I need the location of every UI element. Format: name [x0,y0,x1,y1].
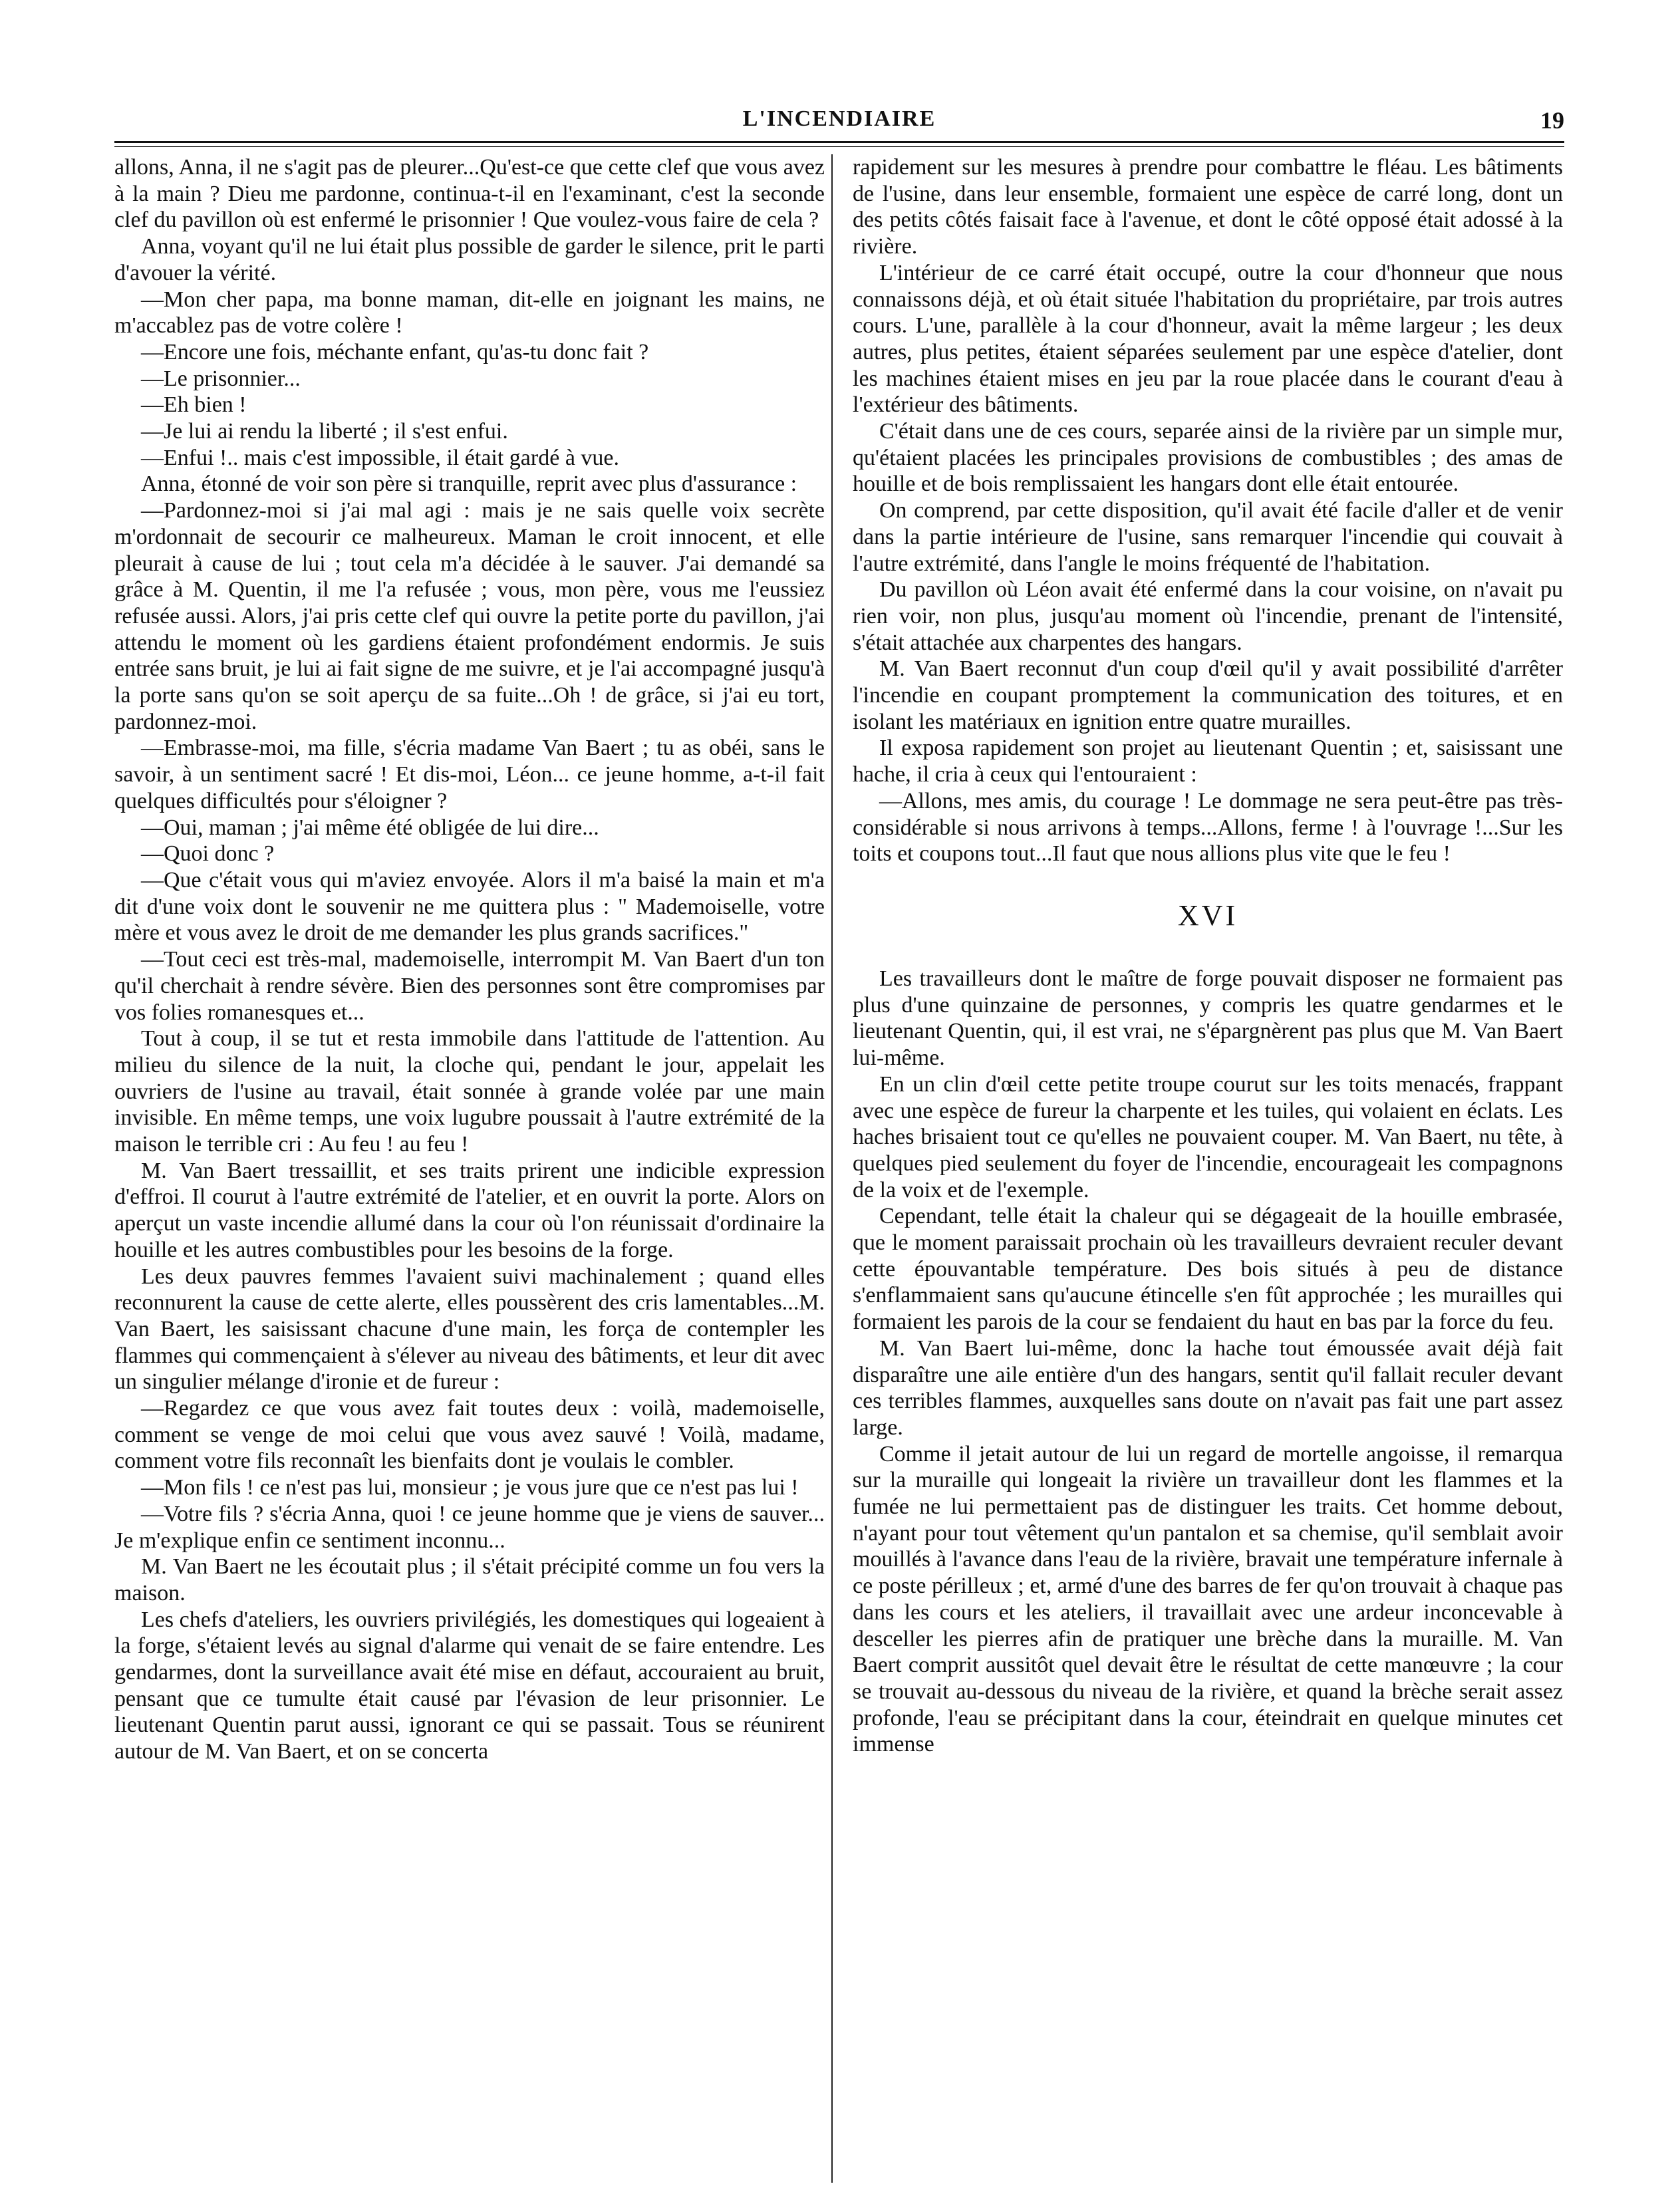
paragraph: rapidement sur les mesures à prendre pour combattre le fléau. Les bâtiments de l'usine, dans leur ensemble, formaient une espèce de carré long, dont un des petits côtés faisait face à l'avenue, et dont le côté opposé était adossé à la rivière. [853,155,1563,259]
paragraph: M. Van Baert ne les écoutait plus ; il s'était précipité comme un fou vers la maison. [114,1554,825,1605]
paragraph: Les chefs d'ateliers, les ouvriers privilégiés, les domestiques qui logeaient à la forge, s'étaient levés au signal d'alarme qui venait de se faire entendre. Les gendarmes, dont la surveillance avait été mise en défaut, accouraient au bruit, pensant que ce tumulte était causé par l'évasion de leur prisonnier. Le lieutenant Quentin parut aussi, ignorant ce qui se passait. Tous se réunirent autour de M. Van Baert, et on se concerta [114,1607,825,1764]
paragraph: —Mon fils ! ce n'est pas lui, monsieur ; je vous jure que ce n'est pas lui ! [141,1475,799,1500]
page-number: 19 [1540,107,1564,134]
column-divider [831,154,833,2183]
paragraph: —Allons, mes amis, du courage ! Le dommage ne sera peut-être pas très-considérable si nous arrivons à temps...Allons, ferme ! à l'ouvrage !...Sur les toits et coupons tout...Il faut que nous allions plus vite que le feu ! [853,788,1563,867]
left-column [114,154,825,2183]
paragraph: —Oui, maman ; j'ai même été obligée de lui dire... [141,815,599,840]
paragraph: Du pavillon où Léon avait été enfermé dans la cour voisine, on n'avait pu rien voir, non plus, jusqu'au moment où l'incendie, prenant de l'intensité, s'était attachée aux charpentes des hangars. [853,577,1563,655]
paragraph: Tout à coup, il se tut et resta immobile dans l'attitude de l'attention. Au milieu du silence de la nuit, la cloche qui, pendant le jour, appelait les ouvriers de l'usine au travail, était sonnée à grande volée par une main invisible. En même temps, une voix lugubre poussait à l'autre extrémité de la maison le terrible cri : Au feu ! au feu ! [114,1026,825,1157]
paragraph: —Le prisonnier... [141,366,301,391]
paragraph: —Mon cher papa, ma bonne maman, dit-elle en joignant les mains, ne m'accablez pas de votre colère ! [114,287,825,339]
paragraph: —Tout ceci est très-mal, mademoiselle, interrompit M. Van Baert d'un ton qu'il cherchait à rendre sévère. Bien des personnes sont être compromises par vos folies romanesques et... [114,947,825,1025]
paragraph: —Regardez ce que vous avez fait toutes deux : voilà, mademoiselle, comment se venge de moi celui que vous avez sauvé ! Voilà, madame, comment votre fils reconnaît les bienfaits dont je voulais le combler. [114,1396,825,1474]
paragraph: Anna, étonné de voir son père si tranquille, reprit avec plus d'assurance : [141,472,797,497]
paragraph: Cependant, telle était la chaleur qui se dégageait de la houille embrasée, que le moment paraissait prochain où les travailleurs devraient reculer devant cette épouvantable température. Des bois situés à peu de distance s'enflammaient sans qu'aucune étincelle s'en fût approchée ; les murailles qui formaient les parois de la cour se fendaient du haut en bas par la force du feu. [853,1204,1563,1335]
paragraph: Il exposa rapidement son projet au lieutenant Quentin ; et, saisissant une hache, il cria à ceux qui l'entouraient : [853,736,1563,787]
running-title: L'INCENDIAIRE [742,106,936,131]
paragraph: L'intérieur de ce carré était occupé, outre la cour d'honneur que nous connaissons déjà, et où était située l'habitation du propriétaire, par trois autres cours. L'une, parallèle à la cour d'honneur, avait la même largeur ; les deux autres, plus petites, étaient séparées seulement par une espèce d'atelier, dont les machines étaient mises en jeu par la roue placée dans le courant d'eau à l'extérieur des bâtiments. [853,260,1563,418]
paragraph: M. Van Baert lui-même, donc la hache tout émoussée avait déjà fait disparaître une aile entière d'un des hangars, sentit qu'il fallait reculer devant ces terribles flammes, auxquelles sans doute on n'avait pas fait une part assez large. [853,1335,1563,1440]
paragraph: —Embrasse-moi, ma fille, s'écria madame Van Baert ; tu as obéi, sans le savoir, à un sentiment sacré ! Et dis-moi, Léon... ce jeune homme, a-t-il fait quelques difficultés pour s'éloigner ? [114,736,825,813]
paragraph: —Que c'était vous qui m'aviez envoyée. Alors il m'a baisé la main et m'a dit d'une voix dont le souvenir ne me quittera plus : " Mademoiselle, votre mère et vous avez le droit de me demander les plus grands sacrifices." [114,867,825,946]
paragraph: —Votre fils ? s'écria Anna, quoi ! ce jeune homme que je viens de sauver... Je m'explique enfin ce sentiment inconnu... [114,1501,825,1553]
paragraph: M. Van Baert reconnut d'un coup d'œil qu'il y avait possibilité d'arrêter l'incendie en coupant promptement la communication des toitures, et en isolant les matériaux en ignition entre quatre murailles. [853,656,1563,734]
chapter-heading: XVI [1177,898,1238,932]
paragraph: Les deux pauvres femmes l'avaient suivi machinalement ; quand elles reconnurent la cause de cette alerte, elles poussèrent des cris lamentables...M. Van Baert, les saisissant chacune d'une main, les força de contempler les flammes qui commençaient à s'élever au niveau des bâtiments, et leur dit avec un singulier mélange d'ironie et de fureur : [114,1264,825,1395]
paragraph: En un clin d'œil cette petite troupe courut sur les toits menacés, frappant avec une espèce de fureur la charpente et les tuiles, qui volaient en éclats. Les haches brisaient tout ce qu'elles ne pouvaient couper. M. Van Baert, nu tête, à quelques pied seulement du foyer de l'incendie, encourageait les compagnons de la voix et de l'exemple. [853,1071,1563,1202]
paragraph: allons, Anna, il ne s'agit pas de pleurer...Qu'est-ce que cette clef que vous avez à la main ? Dieu me pardonne, continua-t-il en l'examinant, c'est la seconde clef du pavillon où est enfermé le prisonnier ! Que voulez-vous faire de cela ? [114,155,825,233]
paragraph: C'était dans une de ces cours, separée ainsi de la rivière par un simple mur, qu'étaient placées les principales provisions de combustibles ; des amas de houille et de bois remplissaient les hangars dont elle était entourée. [853,419,1563,497]
header-rule-thin [114,146,1564,147]
paragraph: Anna, voyant qu'il ne lui était plus possible de garder le silence, prit le parti d'avouer la vérité. [114,234,825,285]
paragraph: —Je lui ai rendu la liberté ; il s'est enfui. [141,419,508,444]
page-header [114,106,1564,133]
paragraph: On comprend, par cette disposition, qu'il avait été facile d'aller et de venir dans la partie intérieure de l'usine, sans remarquer l'incendie qui couvait à l'autre extrémité, dans l'angle le moins fréquenté de l'habitation. [853,498,1563,576]
right-column [853,154,1563,2183]
paragraph: M. Van Baert tressaillit, et ses traits prirent une indicible expression d'effroi. Il courut à l'autre extrémité de l'atelier, et en ouvrit la porte. Alors on aperçut un vaste incendie allumé dans la cour où l'on réunissait d'ordinaire la houille et les autres combustibles pour les besoins de la forge. [114,1158,825,1262]
paragraph: Comme il jetait autour de lui un regard de mortelle angoisse, il remarqua sur la muraille qui longeait la rivière un travailleur dont les flammes et la fumée ne lui permettaient pas de distinguer les traits. Cet homme debout, n'ayant pour tout vêtement qu'un pantalon et sa chemise, qu'il semblait avoir mouillés à l'avance dans l'eau de la rivière, bravait une température infernale à ce poste périlleux ; et, armé d'une des barres de fer qu'on trouvait à chaque pas dans les cours et les ateliers, il travaillait avec une ardeur inconcevable à desceller les pierres afin de pratiquer une brèche dans la muraille. M. Van Baert comprit aussitôt quel devait être le résultat de cette manœuvre ; la cour se trouvait au-dessous du niveau de la rivière, et quand la brèche serait assez profonde, l'eau se précipitant dans la cour, éteindrait en quelque minutes cet immense [853,1441,1563,1757]
paragraph: —Enfui !.. mais c'est impossible, il était gardé à vue. [141,445,619,470]
paragraph: —Eh bien ! [141,392,247,418]
paragraph: —Pardonnez-moi si j'ai mal agi : mais je ne sais quelle voix secrète m'ordonnait de secourir ce malheureux. Maman le croit innocent, et elle pleurait à cause de lui ; tout cela m'a décidée à le sauver. J'ai demandé sa grâce à M. Quentin, il me l'a refusée ; vous, mon père, vous me l'eussiez refusée aussi. Alors, j'ai pris cette clef qui ouvre la petite porte du pavillon, j'ai attendu le moment où les gardiens étaient profondément endormis. Je suis entrée sans bruit, je lui ai fait signe de me suivre, et je l'ai accompagné jusqu'à la porte sans qu'on se soit aperçu de sa fuite...Oh ! de grâce, si j'ai eu tort, pardonnez-moi. [114,498,825,734]
paragraph: —Quoi donc ? [141,841,275,867]
paragraph: —Encore une fois, méchante enfant, qu'as-tu donc fait ? [141,339,649,364]
header-rule-thick [114,141,1564,143]
paragraph: Les travailleurs dont le maître de forge pouvait disposer ne formaient pas plus d'une quinzaine de personnes, y compris les quatre gendarmes et le lieutenant Quentin, qui, il est vrai, ne s'épargnèrent pas plus que M. Van Baert lui-même. [853,966,1563,1071]
